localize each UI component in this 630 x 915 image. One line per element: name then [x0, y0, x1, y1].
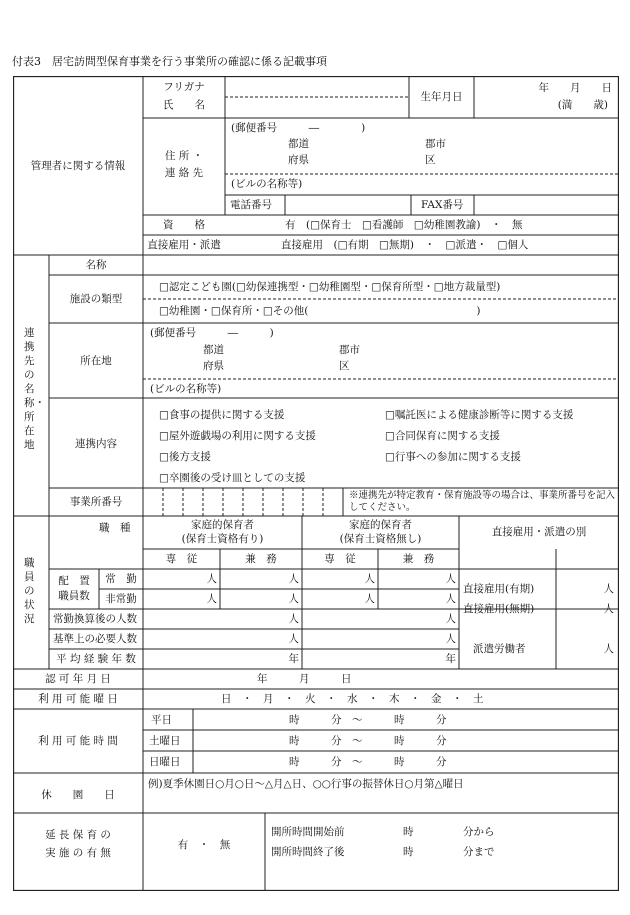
col-employment-type: 直接雇用・派遣の別	[491, 526, 587, 538]
hours-value-weekday: 時 分 〜 時 分	[289, 714, 447, 726]
direct-open-label: 直接雇用(無期)	[463, 603, 535, 615]
partner-name-label: 名称	[85, 259, 107, 271]
extended-care-label-2: 実 施 の 有 無	[45, 847, 111, 859]
kenmu-header-2: 兼 務	[402, 553, 435, 565]
partner-location-label: 所在地	[80, 355, 112, 367]
fulltime-label: 常 勤	[105, 573, 137, 585]
facility-type-line-1: □認定こども園(□幼保連携型・□幼稚園型・□保育所型・□地方裁量型)	[159, 281, 501, 293]
before-hour-unit: 時	[403, 826, 414, 838]
unit-person: 人	[603, 603, 614, 615]
birthdate-value: 年 月 日	[538, 82, 612, 94]
hours-day-weekday: 平日	[151, 714, 172, 726]
available-hours-label: 利 用 可 能 時 間	[38, 735, 118, 747]
unit-person: 人	[445, 593, 456, 605]
cooperation-item-graduation: □卒園後の受け皿としての支援	[159, 472, 306, 484]
senju-header-1: 専 従	[165, 553, 198, 565]
cooperation-item-outdoor: □屋外遊戯場の利用に関する支援	[159, 430, 316, 442]
name-label: 氏 名	[163, 99, 205, 111]
before-from-unit: 分から	[463, 826, 495, 838]
unit-person: 人	[445, 573, 456, 585]
col-qualified-sub: (保育士資格有り)	[181, 533, 264, 545]
dispatch-label: 派遣労働者	[473, 643, 526, 655]
staff-section-label: 職員の状況	[24, 557, 35, 625]
kenmu-header-1: 兼 務	[245, 553, 277, 565]
unit-person: 人	[603, 583, 614, 595]
partner-todo: 都道	[203, 344, 224, 356]
qualification-label: 資 格	[163, 219, 205, 231]
available-days-value: 日 ・ 月 ・ 火 ・ 水 ・ 木 ・ 金 ・ 土	[221, 693, 484, 705]
extended-care-label-1: 延 長 保 育 の	[45, 829, 111, 841]
unit-person: 人	[364, 573, 375, 585]
manager-gunshi: 郡市	[425, 138, 446, 150]
unit-year: 年	[288, 653, 299, 665]
hours-day-saturday: 土曜日	[149, 735, 181, 747]
col-unqualified-title: 家庭的保育者	[349, 519, 412, 531]
form-table	[13, 76, 619, 891]
form-title: 付表3 居宅訪問型保育事業を行う事業所の確認に係る記載事項	[12, 55, 327, 68]
partner-section-label: 連携先の名称・所在地	[24, 327, 45, 451]
job-type-label: 職 種	[99, 522, 131, 534]
office-number-note: ※連携先が特定教育・保育施設等の場合は、事業所番号を記入してください。	[349, 490, 616, 513]
manager-ku: 区	[425, 154, 436, 166]
cooperation-item-backup: □後方支援	[159, 451, 211, 463]
holiday-label: 休 園 日	[41, 789, 115, 801]
cooperation-item-checkup: □嘱託医による健康診断等に関する支援	[385, 409, 574, 421]
avg-experience-label: 平 均 経 験 年 数	[56, 653, 136, 665]
approval-date-label: 認 可 年 月 日	[45, 673, 111, 685]
placed-label-2: 職員数	[58, 590, 90, 602]
before-opening-label: 開所時間開始前	[271, 826, 345, 838]
cooperation-item-events: □行事への参加に関する支援	[385, 451, 521, 463]
facility-type-label: 施設の類型	[69, 293, 123, 305]
holiday-value: 例)夏季休園日○月○日〜△月△日、○○行事の振替休日○月第△曜日	[148, 778, 464, 790]
manager-section-label: 管理者に関する情報	[30, 160, 126, 172]
col-unqualified-sub: (保育士資格無し)	[339, 533, 422, 545]
unit-person: 人	[288, 573, 299, 585]
tel-label: 電話番号	[230, 199, 272, 211]
unit-year: 年	[445, 653, 456, 665]
hours-value-saturday: 時 分 〜 時 分	[289, 735, 447, 747]
partner-fuken: 府県	[203, 360, 224, 372]
partner-ku: 区	[339, 360, 350, 372]
manager-fuken: 府県	[288, 154, 309, 166]
unit-person: 人	[206, 573, 217, 585]
partner-building: (ビルの名称等)	[150, 383, 222, 395]
qualification-value: 有 (□保育士 □看護師 □幼稚園教諭) ・ 無	[285, 219, 523, 231]
parttime-label: 非常勤	[105, 593, 137, 605]
after-hour-unit: 時	[403, 846, 414, 858]
extended-care-yes-no: 有 ・ 無	[177, 839, 231, 851]
cooperation-content-label: 連携内容	[75, 438, 117, 450]
facility-type-line-2: □幼稚園・□保育所・□その他( )	[159, 305, 481, 317]
direct-fixed-label: 直接雇用(有期)	[463, 583, 535, 595]
cooperation-item-joint: □合同保育に関する支援	[385, 430, 500, 442]
hours-value-sunday: 時 分 〜 時 分	[289, 756, 447, 768]
fax-label: FAX番号	[421, 199, 464, 211]
cooperation-item-meals: □食事の提供に関する支援	[159, 409, 285, 421]
unit-person: 人	[603, 643, 614, 655]
manager-postal: (郵便番号 ― )	[231, 122, 366, 134]
unit-person: 人	[364, 593, 375, 605]
employment-value: 直接雇用 (□有期 □無期) ・ □派遣・ □個人	[281, 239, 529, 251]
approval-date-value: 年 月 日	[257, 673, 352, 685]
employment-label: 直接雇用・派遣	[147, 239, 221, 251]
address-label-2: 連 絡 先	[164, 167, 204, 179]
unit-person: 人	[288, 613, 299, 625]
available-days-label: 利 用 可 能 曜 日	[38, 693, 118, 705]
birthdate-label: 生年月日	[420, 91, 463, 103]
col-qualified-title: 家庭的保育者	[191, 519, 254, 531]
hours-day-sunday: 日曜日	[149, 756, 181, 768]
placed-label-1: 配 置	[58, 575, 90, 587]
furigana-label: フリガナ	[163, 81, 205, 93]
unit-person: 人	[288, 593, 299, 605]
required-count-label: 基準上の必要人数	[53, 633, 137, 645]
partner-gunshi: 郡市	[339, 344, 360, 356]
unit-person: 人	[206, 593, 217, 605]
partner-postal: (郵便番号 ― )	[150, 327, 274, 339]
converted-count-label: 常勤換算後の人数	[53, 613, 137, 625]
after-until-unit: 分まで	[463, 846, 495, 858]
address-label-1: 住 所 ・	[164, 150, 204, 162]
manager-building: (ビルの名称等)	[231, 178, 303, 190]
unit-person: 人	[288, 633, 299, 645]
unit-person: 人	[445, 633, 456, 645]
after-closing-label: 開所時間終了後	[271, 846, 345, 858]
senju-header-2: 専 従	[324, 553, 356, 565]
office-number-label: 事業所番号	[69, 496, 123, 508]
manager-todo: 都道	[288, 138, 309, 150]
age-value: (満 歳)	[557, 99, 608, 111]
unit-person: 人	[445, 613, 456, 625]
